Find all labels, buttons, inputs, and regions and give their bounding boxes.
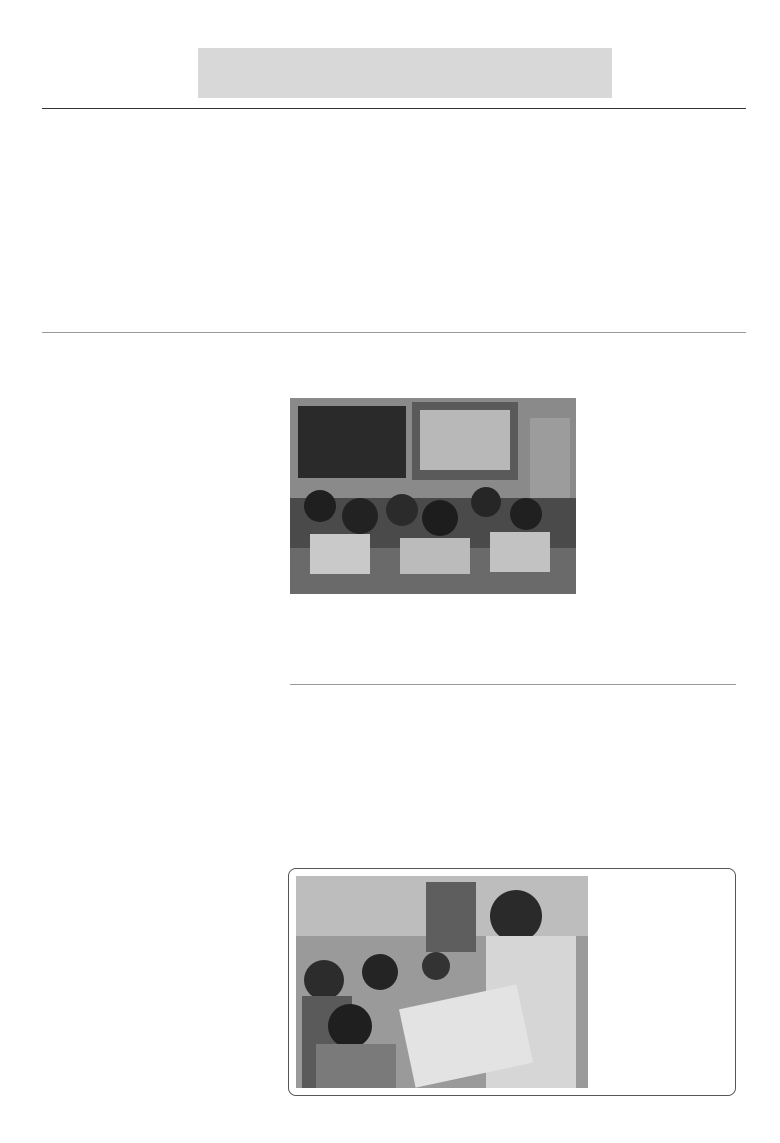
article3-bottom-col1 xyxy=(290,610,424,668)
article3-right-col xyxy=(586,398,726,608)
article1-col2 xyxy=(196,186,320,320)
photo-story-caption xyxy=(610,910,720,1060)
article3-divider xyxy=(290,684,736,685)
article2-col1 xyxy=(116,342,280,792)
header-rule xyxy=(42,108,746,109)
article1-col5 xyxy=(604,186,728,306)
article3-photo xyxy=(290,398,576,594)
article1-col1 xyxy=(60,186,184,320)
article4-col3 xyxy=(586,736,726,822)
article2-col2 xyxy=(60,796,280,1082)
article4-col1 xyxy=(290,736,424,836)
article1-col3 xyxy=(332,186,456,320)
article4-col2 xyxy=(438,736,572,836)
article3-bottom-col2 xyxy=(438,610,572,668)
slogan-band xyxy=(198,48,612,98)
article1-col4 xyxy=(468,186,592,320)
article1-divider xyxy=(42,332,746,333)
photo-story-image xyxy=(296,876,588,1088)
